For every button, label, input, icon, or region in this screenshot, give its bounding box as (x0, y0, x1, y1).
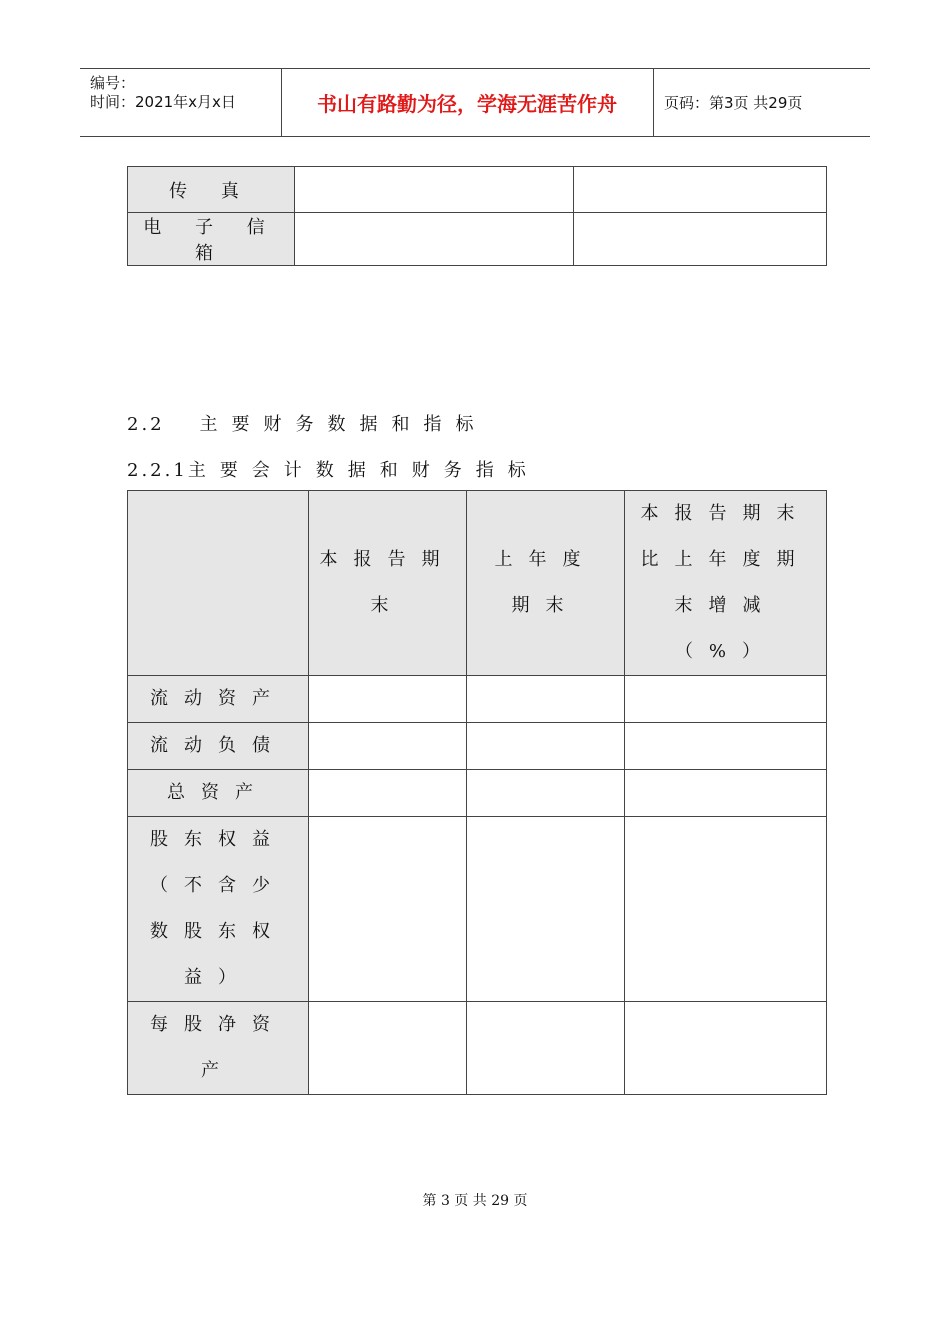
table-cell (625, 1002, 827, 1095)
header-prior-year: 上年度期末 (467, 491, 625, 676)
section-heading-2-2-1: 2.2.1主要会计数据和财务指标 (127, 460, 540, 481)
header-meta (80, 69, 282, 136)
table-cell (467, 1002, 625, 1095)
table-row (128, 213, 827, 266)
page-header (80, 68, 870, 137)
table-row (128, 1002, 827, 1095)
table-row (128, 167, 827, 213)
finance-table (127, 490, 827, 1095)
row-label-current-liabilities: 流动负债 (128, 723, 309, 770)
table-header-row (128, 491, 827, 676)
table-cell (309, 723, 467, 770)
table-cell (309, 676, 467, 723)
table-cell (625, 770, 827, 817)
table-cell (467, 817, 625, 1002)
table-row (128, 817, 827, 1002)
header-motto: 书山有路勤为径，学海无涯苦作舟 (317, 92, 617, 116)
header-motto-cell (281, 69, 654, 136)
header-change-percent: 本报告期末比上年度期末增减（%） (625, 491, 827, 676)
header-current-period: 本报告期末 (309, 491, 467, 676)
table-cell (309, 817, 467, 1002)
serial-label: 编号： (90, 74, 136, 92)
table-cell (467, 723, 625, 770)
header-page-cell (654, 69, 870, 136)
section-heading-2-2: 2.2 主要财务数据和指标 (127, 414, 488, 435)
time-label: 时间：2021年x月x日 (90, 93, 236, 111)
email-label: 电 子 信 箱 (128, 213, 295, 266)
table-row (128, 723, 827, 770)
row-label-total-assets: 总资产 (128, 770, 309, 817)
header-empty-cell (128, 491, 309, 676)
table-row (128, 770, 827, 817)
fax-label: 传 真 (128, 167, 295, 213)
table-cell (625, 817, 827, 1002)
header-page-info: 页码：第3页 共29页 (664, 94, 803, 112)
contact-table (127, 166, 827, 266)
fax-value-cell (295, 167, 574, 213)
row-label-net-assets-per-share: 每股净资产 (128, 1002, 309, 1095)
page-footer: 第 3 页 共 29 页 (422, 1193, 528, 1209)
table-row (128, 676, 827, 723)
fax-extra-cell (574, 167, 827, 213)
table-cell (309, 770, 467, 817)
table-cell (467, 676, 625, 723)
table-cell (309, 1002, 467, 1095)
row-label-shareholders-equity: 股东权益（不含少数股东权益） (128, 817, 309, 1002)
table-cell (467, 770, 625, 817)
table-cell (625, 723, 827, 770)
email-extra-cell (574, 213, 827, 266)
row-label-current-assets: 流动资产 (128, 676, 309, 723)
table-cell (625, 676, 827, 723)
email-value-cell (295, 213, 574, 266)
